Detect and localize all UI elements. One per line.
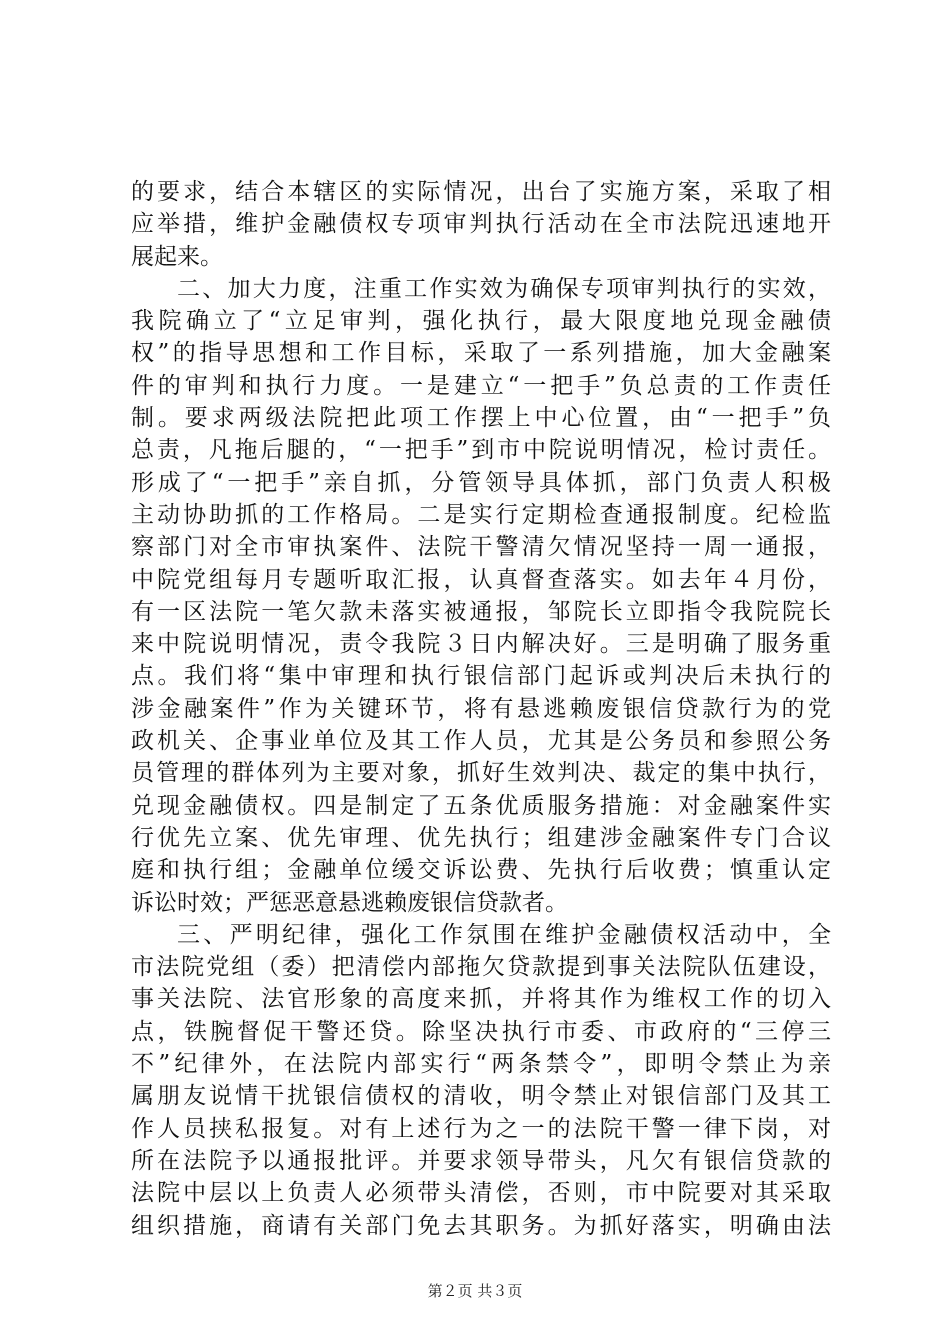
text-line: 察部门对全市审执案件、法院干警清欠情况坚持一周一通报， — [131, 534, 831, 561]
text-line: 的要求，结合本辖区的实际情况，出台了实施方案，采取了相 — [131, 179, 831, 205]
text-line: 主动协助抓的工作格局。二是实行定期检查通报制度。纪检监 — [131, 501, 831, 528]
text-line: 权”的指导思想和工作目标，采取了一系列措施，加大金融案 — [131, 340, 831, 367]
body-text — [131, 176, 831, 1242]
page-number-footer: 第２页 共３页 — [427, 1282, 523, 1300]
text-line: 法院中层以上负责人必须带头清偿，否则，市中院要对其采取 — [131, 1180, 831, 1207]
text-line: 应举措，维护金融债权专项审判执行活动在全市法院迅速地开 — [131, 211, 831, 238]
text-line: 涉金融案件”作为关键环节，将有悬逃赖废银信贷款行为的党 — [131, 695, 831, 722]
text-line: 市法院党组（委）把清偿内部拖欠贷款提到事关法院队伍建设， — [131, 954, 831, 981]
text-line: 点。我们将“集中审理和执行银信部门起诉或判决后未执行的 — [131, 663, 831, 690]
text-line: 来中院说明情况，责令我院３日内解决好。三是明确了服务重 — [131, 631, 831, 658]
text-line: 员管理的群体列为主要对象，抓好生效判决、裁定的集中执行， — [131, 760, 831, 787]
text-line: 有一区法院一笔欠款未落实被通报，邹院长立即指令我院院长 — [131, 598, 831, 625]
text-line: 行优先立案、优先审理、优先执行；组建涉金融案件专门合议 — [131, 824, 831, 851]
text-line: 形成了“一把手”亲自抓，分管领导具体抓，部门负责人积极 — [131, 469, 831, 496]
text-line: 展起来。 — [131, 243, 223, 270]
text-line: 点，铁腕督促干警还贷。除坚决执行市委、市政府的“三停三 — [131, 1018, 831, 1045]
text-line: 我院确立了“立足审判，强化执行，最大限度地兑现金融债 — [131, 308, 831, 335]
text-line: 诉讼时效；严惩恶意悬逃赖废银信贷款者。 — [131, 889, 568, 916]
text-line: 中院党组每月专题听取汇报，认真督查落实。如去年４月份， — [131, 566, 831, 593]
text-line: 属朋友说情干扰银信债权的清收，明令禁止对银信部门及其工 — [131, 1083, 831, 1110]
text-line: 所在法院予以通报批评。并要求领导带头，凡欠有银信贷款的 — [131, 1147, 831, 1174]
paragraph-heading-line: 二、加大力度，注重工作实效为确保专项审判执行的实效， — [177, 275, 831, 302]
text-line: 兑现金融债权。四是制定了五条优质服务措施：对金融案件实 — [131, 792, 831, 819]
text-line: 作人员挟私报复。对有上述行为之一的法院干警一律下岗，对 — [131, 1115, 831, 1142]
text-line: 庭和执行组；金融单位缓交诉讼费、先执行后收费；慎重认定 — [131, 857, 831, 884]
text-line: 政机关、企事业单位及其工作人员，尤其是公务员和参照公务 — [131, 728, 831, 755]
text-line: 组织措施，商请有关部门免去其职务。为抓好落实，明确由法 — [131, 1212, 831, 1239]
text-line: 不”纪律外，在法院内部实行“两条禁令”，即明令禁止为亲 — [131, 1051, 831, 1078]
text-line: 件的审判和执行力度。一是建立“一把手”负总责的工作责任 — [131, 372, 831, 399]
text-line: 制。要求两级法院把此项工作摆上中心位置，由“一把手”负 — [131, 405, 831, 432]
paragraph-heading-line: 三、严明纪律，强化工作氛围在维护金融债权活动中，全 — [177, 921, 831, 948]
text-line: 总责，凡拖后腿的，“一把手”到市中院说明情况，检讨责任。 — [131, 437, 831, 464]
text-line: 事关法院、法官形象的高度来抓，并将其作为维权工作的切入 — [131, 986, 831, 1013]
